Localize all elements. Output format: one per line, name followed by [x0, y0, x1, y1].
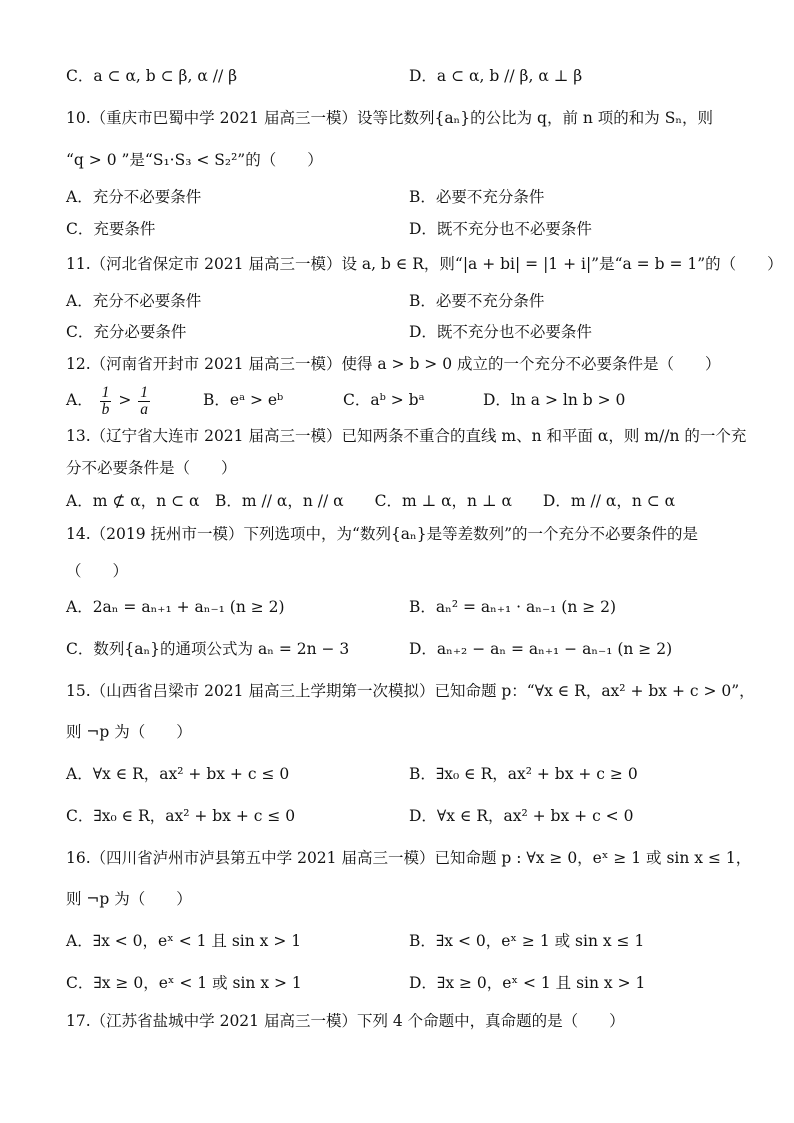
q12-options [66, 380, 626, 420]
q15-stem-line1: 15.（山西省吕梁市 2021 届高三上学期第一次模拟）已知命题 p：“∀x ∈ R，ax² + bx + c > 0”， [66, 682, 755, 700]
option-b: B．必要不充分条件 [409, 292, 545, 310]
option-d: D．∃x ≥ 0，eˣ < 1 且 sin x > 1 [409, 974, 646, 992]
q13-options: A．m ⊄ α，n ⊂ α B．m // α，n // α C．m ⊥ α，n ⊥ α D．m // α，n ⊂ α [66, 492, 676, 510]
q9-options-cd [66, 66, 583, 86]
q10-options-ab [66, 187, 545, 207]
q11-options-ab [66, 291, 545, 311]
q10-options-cd [66, 219, 592, 239]
option-b: B．必要不充分条件 [409, 188, 545, 206]
option-d: D．a ⊂ α, b // β, α ⊥ β [409, 67, 583, 85]
q15-options-ab [66, 764, 638, 784]
q14-options-ab [66, 597, 617, 617]
option-b: B．aₙ² = aₙ₊₁ · aₙ₋₁ (n ≥ 2) [409, 598, 617, 616]
option-d: D．既不充分也不必要条件 [409, 323, 592, 341]
option-c: C．aᵇ > bᵃ [343, 391, 425, 409]
option-a: A．∀x ∈ R，ax² + bx + c ≤ 0 [66, 765, 290, 783]
option-d: D．∀x ∈ R，ax² + bx + c < 0 [409, 807, 634, 825]
option-b: B．eᵃ > eᵇ [203, 391, 284, 409]
q10-stem-line1: 10.（重庆市巴蜀中学 2021 届高三一模）设等比数列{aₙ}的公比为 q，前 n 项的和为 Sₙ，则 [66, 109, 714, 127]
q14-stem-line1: 14.（2019 抚州市一模）下列选项中，为“数列{aₙ}是等差数列”的一个充分不必要条件的是 [66, 525, 699, 543]
option-b: B．∃x < 0，eˣ ≥ 1 或 sin x ≤ 1 [409, 932, 645, 950]
q10-stem-line2: “q > 0 ”是“S₁·S₃ < S₂²”的（ ） [66, 151, 323, 169]
fraction-1-over-a: $\frac{1}{a}$ [140, 383, 149, 418]
q15-stem-line2: 则 ¬p 为（ ） [66, 723, 192, 741]
q14-stem-line2: （ ） [66, 562, 129, 580]
option-c: C．∃x ≥ 0，eˣ < 1 或 sin x > 1 [66, 974, 302, 992]
option-c: C．a ⊂ α, b ⊂ β, α // β [66, 67, 238, 85]
q16-stem-line1: 16.（四川省泸州市泸县第五中学 2021 届高三一模）已知命题 p : ∀x ≥ 0，eˣ ≥ 1 或 sin x ≤ 1， [66, 849, 752, 867]
q13-stem-line1: 13.（辽宁省大连市 2021 届高三一模）已知两条不重合的直线 m、n 和平面 α，则 m//n 的一个充 [66, 427, 747, 445]
q16-options-cd [66, 973, 646, 993]
option-c: C．充分必要条件 [66, 323, 187, 341]
option-a: A．∃x < 0，eˣ < 1 且 sin x > 1 [66, 932, 302, 950]
q15-options-cd [66, 806, 634, 826]
option-c: C．∃x₀ ∈ R，ax² + bx + c ≤ 0 [66, 807, 296, 825]
fraction-1-over-b: $\frac{1}{b}$ [101, 383, 110, 418]
option-d: D．ln a > ln b > 0 [483, 391, 626, 409]
option-c: C．充要条件 [66, 220, 156, 238]
option-a: A． $\frac{1}{b}$ > $\frac{1}{a}$ [66, 383, 149, 418]
q12-stem: 12.（河南省开封市 2021 届高三一模）使得 a > b > 0 成立的一个充分不必要条件是（ ） [66, 355, 721, 373]
q16-options-ab [66, 931, 645, 951]
option-a: A．充分不必要条件 [66, 188, 202, 206]
q11-stem: 11.（河北省保定市 2021 届高三一模）设 a, b ∈ R，则“|a + bi| = |1 + i|”是“a = b = 1”的（ ） [66, 255, 783, 273]
option-d: D．既不充分也不必要条件 [409, 220, 592, 238]
option-c: C．数列{aₙ}的通项公式为 aₙ = 2n − 3 [66, 640, 350, 658]
q16-stem-line2: 则 ¬p 为（ ） [66, 890, 192, 908]
option-d: D．aₙ₊₂ − aₙ = aₙ₊₁ − aₙ₋₁ (n ≥ 2) [409, 640, 673, 658]
q17-stem: 17.（江苏省盐城中学 2021 届高三一模）下列 4 个命题中，真命题的是（ ） [66, 1012, 625, 1030]
option-a: A．2aₙ = aₙ₊₁ + aₙ₋₁ (n ≥ 2) [66, 598, 285, 616]
q13-stem-line2: 分不必要条件是（ ） [66, 459, 237, 477]
option-a: A．充分不必要条件 [66, 292, 202, 310]
q14-options-cd [66, 639, 673, 659]
q11-options-cd [66, 322, 592, 342]
option-b: B．∃x₀ ∈ R，ax² + bx + c ≥ 0 [409, 765, 638, 783]
